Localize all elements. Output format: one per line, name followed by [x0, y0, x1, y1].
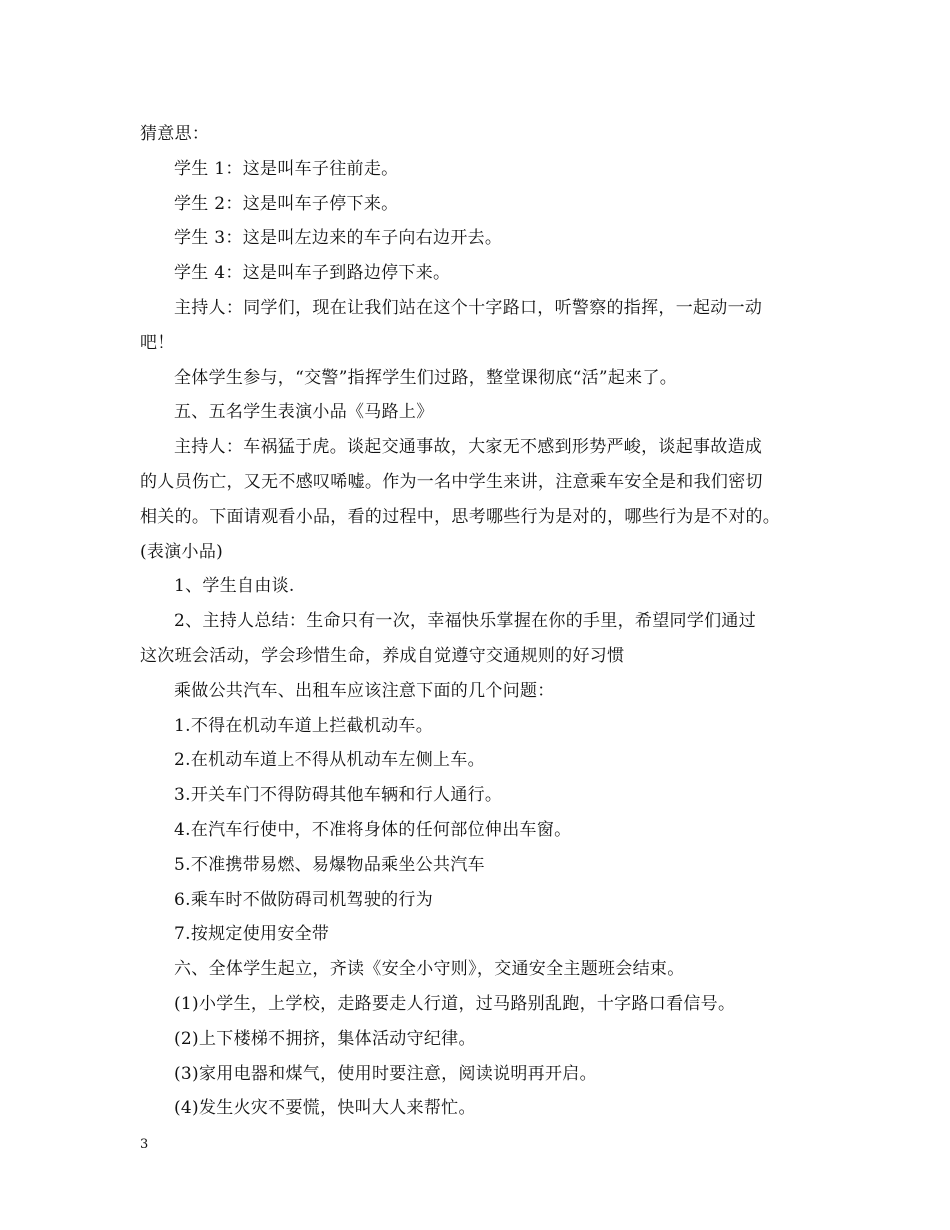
list-item: (3)家用电器和煤气，使用时要注意，阅读说明再开启。 — [174, 1063, 597, 1084]
list-item: 3.开关车门不得防碍其他车辆和行人通行。 — [174, 785, 503, 806]
list-item: (2)上下楼梯不拥挤，集体活动守纪律。 — [174, 1028, 476, 1049]
list-item: 7.按规定使用安全带 — [174, 924, 330, 945]
list-item: 2.在机动车道上不得从机动车左侧上车。 — [174, 750, 485, 771]
text-line: 学生 3：这是叫左边来的车子向右边开去。 — [174, 228, 503, 249]
text-line: 猜意思： — [140, 124, 210, 144]
page-number: 3 — [140, 1137, 149, 1152]
text-line: 主持人：同学们，现在让我们站在这个十字路口，听警察的指挥，一起动一动 — [174, 297, 763, 318]
list-item: 5.不准携带易燃、易爆物品乘坐公共汽车 — [174, 854, 485, 875]
text-line: 全体学生参与，“交警”指挥学生们过路，整堂课彻底“活”起来了。 — [174, 367, 678, 388]
text-line: 的人员伤亡，又无不感叹唏嘘。作为一名中学生来讲，注意乘车安全是和我们密切 — [140, 471, 763, 492]
text-line: 学生 1：这是叫车子往前走。 — [174, 158, 399, 179]
section-heading: 六、全体学生起立，齐读《安全小守则》，交通安全主题班会结束。 — [174, 959, 685, 980]
text-line: (表演小品) — [140, 541, 224, 562]
text-line: 这次班会活动，学会珍惜生命，养成自觉遵守交通规则的好习惯 — [140, 645, 625, 666]
text-line: 相关的。下面请观看小品，看的过程中，思考哪些行为是对的，哪些行为是不对的。 — [140, 506, 781, 527]
list-item: 1、学生自由谈. — [174, 576, 295, 597]
text-line: 吧！ — [140, 332, 175, 353]
text-line: 主持人：车祸猛于虎。谈起交通事故，大家无不感到形势严峻，谈起事故造成 — [174, 437, 763, 458]
list-item: (4)发生火灾不要慌，快叫大人来帮忙。 — [174, 1098, 476, 1119]
list-item: 6.乘车时不做防碍司机驾驶的行为 — [174, 889, 434, 910]
section-heading: 五、五名学生表演小品《马路上》 — [174, 402, 434, 423]
list-item: 4.在汽车行使中，不准将身体的任何部位伸出车窗。 — [174, 819, 572, 840]
text-line: 学生 4：这是叫车子到路边停下来。 — [174, 263, 451, 284]
list-item: 2、主持人总结：生命只有一次，幸福快乐掌握在你的手里，希望同学们通过 — [174, 611, 757, 632]
list-item: 1.不得在机动车道上拦截机动车。 — [174, 715, 434, 736]
document-body — [140, 117, 820, 1126]
text-line: 学生 2：这是叫车子停下来。 — [174, 193, 399, 214]
list-item: (1)小学生，上学校，走路要走人行道，过马路别乱跑，十字路口看信号。 — [174, 993, 736, 1014]
text-line: 乘做公共汽车、出租车应该注意下面的几个问题： — [174, 680, 555, 701]
